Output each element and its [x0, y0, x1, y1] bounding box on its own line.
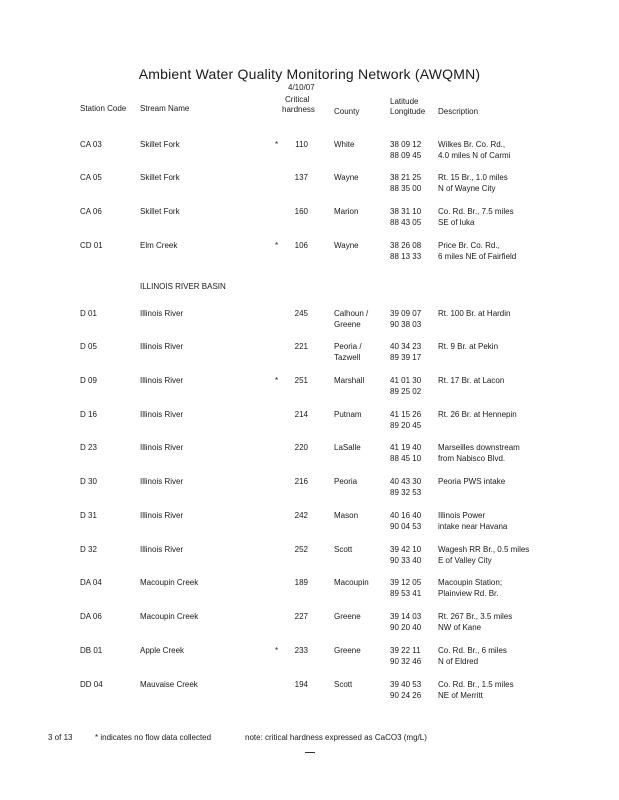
header-description: Description [438, 107, 479, 116]
lat-long: 39 22 11 90 32 46 [390, 646, 422, 666]
station-code: CA 06 [80, 207, 102, 216]
county: Scott [334, 680, 353, 689]
critical-hardness: 194 [294, 680, 308, 689]
county: Putnam [334, 410, 362, 419]
stream-name: Illinois River [140, 342, 184, 351]
critical-hardness: 160 [294, 207, 308, 216]
county: Mason [334, 511, 359, 520]
station-code: D 05 [80, 342, 97, 351]
lat-long: 40 34 23 89 39 17 [390, 342, 422, 362]
description: Wagesh RR Br., 0.5 miles E of Valley City [438, 545, 530, 565]
county: Marshall [334, 376, 365, 385]
stream-name: Macoupin Creek [140, 612, 199, 621]
county: Greene [334, 646, 361, 655]
county: Peoria [334, 477, 358, 486]
county: Calhoun / Greene [334, 309, 369, 329]
table-row [0, 375, 619, 399]
county: LaSalle [334, 443, 361, 452]
critical-hardness: 189 [294, 578, 308, 587]
county: Marion [334, 207, 359, 216]
lat-long: 40 43 30 89 32 53 [390, 477, 422, 497]
critical-hardness: 110 [295, 140, 308, 149]
stream-name: Illinois River [140, 376, 184, 385]
table-row [0, 510, 619, 534]
description: Co. Rd. Br., 1.5 miles NE of Merritt [438, 680, 514, 700]
station-code: D 32 [80, 545, 97, 554]
critical-hardness: 106 [294, 241, 308, 250]
critical-hardness: 221 [294, 342, 308, 351]
lat-long: 38 26 08 88 13 33 [390, 241, 422, 261]
no-flow-marker: * [275, 140, 279, 149]
description: Price Br. Co. Rd., 6 miles NE of Fairfield [438, 241, 517, 261]
footer-note-star: * indicates no flow data collected [95, 733, 212, 742]
table-row [0, 172, 619, 196]
lat-long: 38 21 25 88 35 00 [390, 173, 422, 193]
description: Rt. 267 Br., 3.5 miles NW of Kane [438, 612, 513, 632]
critical-hardness: 242 [294, 511, 308, 520]
description: Peoria PWS intake [438, 477, 506, 486]
station-code: DD 04 [80, 680, 103, 689]
critical-hardness: 137 [294, 173, 308, 182]
stream-name: Illinois River [140, 309, 184, 318]
description: Co. Rd. Br., 7.5 miles SE of luka [438, 207, 514, 227]
stream-name: Skillet Fork [140, 173, 180, 182]
table-row [0, 476, 619, 500]
stream-name: Mauvaise Creek [140, 680, 198, 689]
footer-page-number: 3 of 13 [48, 733, 73, 742]
no-flow-marker: * [275, 241, 279, 250]
stream-name: Illinois River [140, 477, 184, 486]
county: Wayne [334, 241, 359, 250]
station-code: DA 06 [80, 612, 102, 621]
lat-long: 39 09 07 90 38 03 [390, 309, 422, 329]
header-latlong-line2: Longitude [390, 107, 426, 116]
station-code: DA 04 [80, 578, 102, 587]
no-flow-marker: * [275, 646, 279, 655]
header-hardness-line1: Critical [285, 95, 310, 104]
lat-long: 41 15 26 89 20 45 [390, 410, 422, 430]
description: Rt. 100 Br. at Hardin [438, 309, 511, 318]
table-row [0, 645, 619, 669]
table-row [0, 240, 619, 264]
header-latlong-line1: Latitude [390, 97, 419, 106]
lat-long: 39 40 53 90 24 26 [390, 680, 422, 700]
critical-hardness: 214 [294, 410, 308, 419]
table-row [0, 544, 619, 568]
description: Illinois Power intake near Havana [438, 511, 508, 531]
no-flow-marker: * [275, 376, 279, 385]
description: Macoupin Station; Plainview Rd. Br. [438, 578, 503, 598]
table-row [0, 577, 619, 601]
station-code: CD 01 [80, 241, 103, 250]
description: Wilkes Br. Co. Rd., 4.0 miles N of Carmi [438, 140, 511, 160]
station-code: D 01 [80, 309, 97, 318]
basin-label: ILLINOIS RIVER BASIN [140, 282, 226, 291]
table-row [0, 139, 619, 163]
description: Rt. 15 Br., 1.0 miles N of Wayne City [438, 173, 508, 193]
lat-long: 40 16 40 90 04 53 [390, 511, 422, 531]
description: Rt. 9 Br. at Pekin [438, 342, 499, 351]
station-code: DB 01 [80, 646, 103, 655]
critical-hardness: 252 [294, 545, 308, 554]
header-hardness-line2: hardness [282, 105, 315, 114]
description: Marseilles downstream from Nabisco Blvd. [438, 443, 520, 463]
stream-name: Illinois River [140, 511, 184, 520]
stream-name: Macoupin Creek [140, 578, 199, 587]
lat-long: 38 31 10 88 43 05 [390, 207, 422, 227]
station-code: CA 03 [80, 140, 102, 149]
header-county: County [334, 107, 360, 116]
stream-name: Elm Creek [140, 241, 178, 250]
lat-long: 39 12 05 89 53 41 [390, 578, 422, 598]
page-title: Ambient Water Quality Monitoring Network (AWQMN) [138, 66, 481, 82]
station-code: CA 05 [80, 173, 102, 182]
stream-name: Skillet Fork [140, 140, 180, 149]
county: Scott [334, 545, 353, 554]
critical-hardness: 245 [294, 309, 308, 318]
table-row [0, 611, 619, 635]
header-stream-name: Stream Name [140, 104, 190, 113]
critical-hardness: 233 [294, 646, 308, 655]
description: Rt. 26 Br. at Hennepin [438, 410, 517, 419]
county: Wayne [334, 173, 359, 182]
station-code: D 09 [80, 376, 97, 385]
table-row [0, 679, 619, 703]
table-row [0, 341, 619, 365]
lat-long: 39 14 03 90 20 40 [390, 612, 422, 632]
table-row [0, 409, 619, 433]
description: Co. Rd. Br., 6 miles N of Eldred [438, 646, 507, 666]
station-code: D 30 [80, 477, 97, 486]
stream-name: Illinois River [140, 545, 184, 554]
footer-note-hardness: note: critical hardness expressed as CaCO3 (mg/L) [245, 733, 427, 742]
county: Peoria / Tazwell [334, 342, 362, 362]
county: Macoupin [334, 578, 369, 587]
stream-name: Illinois River [140, 410, 184, 419]
stream-name: Apple Creek [140, 646, 185, 655]
critical-hardness: 227 [294, 612, 308, 621]
critical-hardness: 216 [294, 477, 308, 486]
station-code: D 31 [80, 511, 97, 520]
report-date: 4/10/07 [288, 83, 315, 92]
table-row [0, 206, 619, 230]
description: Rt. 17 Br. at Lacon [438, 376, 505, 385]
lat-long: 38 09 12 88 09 45 [390, 140, 422, 160]
table-row [0, 442, 619, 466]
lat-long: 41 19 40 88 45 10 [390, 443, 422, 463]
lat-long: 41 01 30 89 25 02 [390, 376, 422, 396]
county: Greene [334, 612, 361, 621]
critical-hardness: 220 [294, 443, 308, 452]
header-station-code: Station Code [80, 104, 127, 113]
stream-name: Illinois River [140, 443, 184, 452]
footer-mark [305, 752, 315, 753]
county: White [334, 140, 355, 149]
lat-long: 39 42 10 90 33 40 [390, 545, 422, 565]
table-row [0, 308, 619, 332]
station-code: D 16 [80, 410, 97, 419]
critical-hardness: 251 [294, 376, 308, 385]
station-code: D 23 [80, 443, 97, 452]
stream-name: Skillet Fork [140, 207, 180, 216]
